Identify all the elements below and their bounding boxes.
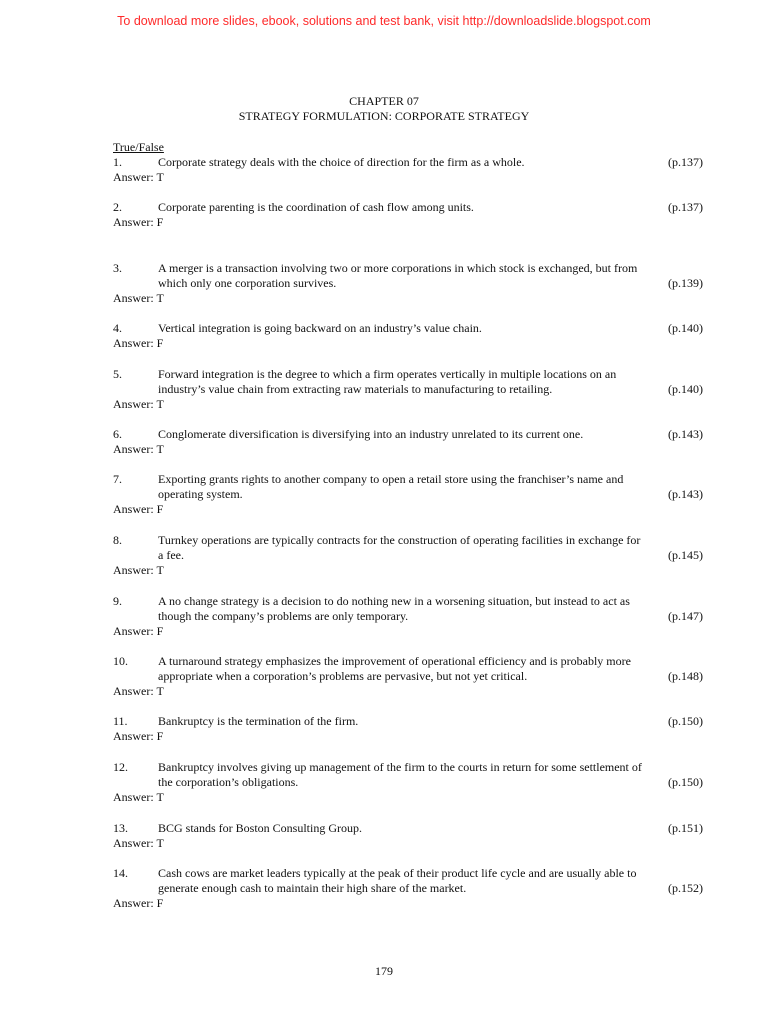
answer-label: Answer: T: [113, 790, 164, 804]
question-number: 14.: [113, 866, 128, 880]
chapter-title: STRATEGY FORMULATION: CORPORATE STRATEGY: [238, 109, 530, 123]
answer-label: Answer: T: [113, 836, 164, 850]
question-text: Exporting grants rights to another company to open a retail store using the franchiser’s name and operating system.: [158, 472, 624, 501]
question-text: BCG stands for Boston Consulting Group.: [158, 821, 363, 835]
page-reference: (p.148): [668, 669, 703, 683]
page-reference: (p.151): [668, 821, 703, 835]
question-number: 6.: [113, 427, 122, 441]
question-text: Conglomerate diversification is diversifying into an industry unrelated to its current one.: [158, 427, 584, 441]
page-reference: (p.145): [668, 548, 703, 562]
question-number: 4.: [113, 321, 122, 335]
question-text: Corporate parenting is the coordination of cash flow among units.: [158, 200, 474, 214]
download-banner[interactable]: To download more slides, ebook, solutions and test bank, visit http://downloadslide.blogspot.com: [117, 14, 651, 28]
page-reference: (p.143): [668, 487, 703, 501]
question-number: 1.: [113, 155, 122, 169]
question-text: Bankruptcy is the termination of the firm.: [158, 714, 359, 728]
page-reference: (p.139): [668, 276, 703, 290]
question-text: A merger is a transaction involving two or more corporations in which stock is exchanged, but from which only one corporation survives.: [158, 261, 638, 290]
question-number: 5.: [113, 367, 122, 381]
page-reference: (p.140): [668, 382, 703, 396]
answer-label: Answer: T: [113, 291, 164, 305]
chapter-heading: CHAPTER 07: [349, 94, 419, 108]
answer-label: Answer: T: [113, 563, 164, 577]
question-text: Cash cows are market leaders typically at the peak of their product life cycle and are usually able to generate enough cash to maintain their high share of the market.: [158, 866, 637, 895]
page-reference: (p.147): [668, 609, 703, 623]
question-number: 7.: [113, 472, 122, 486]
answer-label: Answer: F: [113, 215, 164, 229]
page-reference: (p.150): [668, 775, 703, 789]
question-text: Turnkey operations are typically contracts for the construction of operating facilities in exchange for a fee.: [158, 533, 641, 562]
question-text: Corporate strategy deals with the choice of direction for the firm as a whole.: [158, 155, 525, 169]
page-reference: (p.137): [668, 200, 703, 214]
page-reference: (p.152): [668, 881, 703, 895]
answer-label: Answer: F: [113, 896, 164, 910]
question-text: Bankruptcy involves giving up management of the firm to the courts in return for some settlement of the corporation’s obligations.: [158, 760, 642, 789]
question-text: A no change strategy is a decision to do nothing new in a worsening situation, but instead to act as though the company’s problems are only temporary.: [158, 594, 630, 623]
question-text: Forward integration is the degree to which a firm operates vertically in multiple locations on an industry’s value chain from extracting raw materials to manufacturing to retailing.: [158, 367, 617, 396]
page-reference: (p.143): [668, 427, 703, 441]
question-number: 2.: [113, 200, 122, 214]
section-heading: True/False: [113, 140, 164, 154]
answer-label: Answer: T: [113, 684, 164, 698]
question-number: 12.: [113, 760, 128, 774]
answer-label: Answer: F: [113, 502, 164, 516]
question-number: 9.: [113, 594, 122, 608]
answer-label: Answer: F: [113, 336, 164, 350]
question-number: 8.: [113, 533, 122, 547]
answer-label: Answer: T: [113, 170, 164, 184]
question-text: A turnaround strategy emphasizes the improvement of operational efficiency and is probably more appropriate when a corporation’s problems are pervasive, but not yet critical.: [158, 654, 631, 683]
question-number: 3.: [113, 261, 122, 275]
page-reference: (p.150): [668, 714, 703, 728]
answer-label: Answer: T: [113, 397, 164, 411]
page-reference: (p.137): [668, 155, 703, 169]
question-number: 10.: [113, 654, 128, 668]
page-reference: (p.140): [668, 321, 703, 335]
question-number: 11.: [113, 714, 128, 728]
question-number: 13.: [113, 821, 128, 835]
answer-label: Answer: T: [113, 442, 164, 456]
page-number: 179: [375, 964, 393, 978]
answer-label: Answer: F: [113, 729, 164, 743]
question-text: Vertical integration is going backward on an industry’s value chain.: [158, 321, 482, 335]
answer-label: Answer: F: [113, 624, 164, 638]
